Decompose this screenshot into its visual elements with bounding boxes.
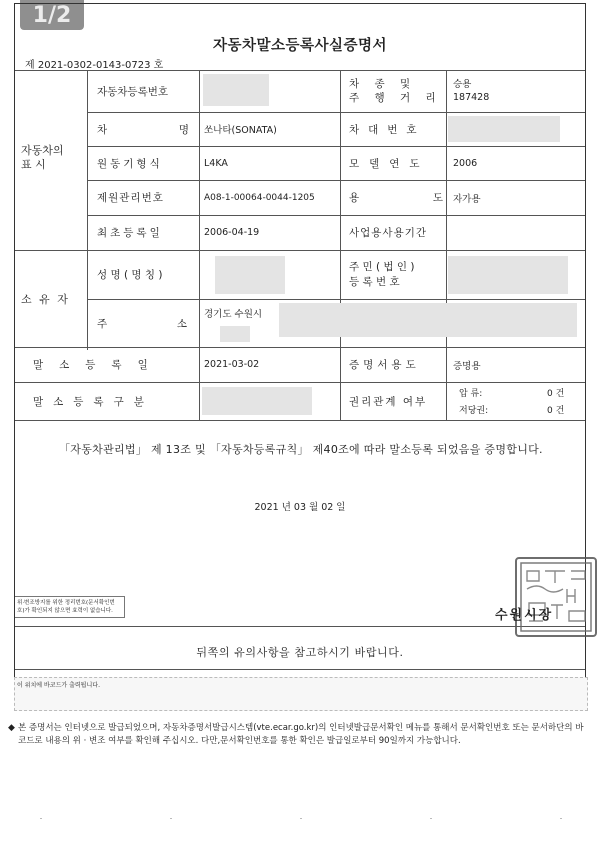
redacted-address-extra <box>220 326 250 342</box>
page-indicator: 1/2 <box>20 0 84 30</box>
document-number: 제 2021-0302-0143-0723 호 <box>25 60 164 71</box>
certificate-use-label: 증명서용도 <box>349 359 420 371</box>
type-mileage-label <box>349 70 443 112</box>
anti-forgery-note: 위·변조방지를 위한 정리번호(문서확인번호)가 확인되지 않으면 효력이 없습니다. <box>15 596 125 618</box>
footer-notice <box>8 722 584 748</box>
registration-number-label: 자동차등록번호 <box>97 85 169 98</box>
model-year-label: 모델연도 <box>349 157 430 170</box>
issue-date: 2021 년 03 월 02 일 <box>254 502 346 513</box>
type-mileage-label-line2: 주 행 거 리 <box>349 92 442 104</box>
col-divider <box>199 70 200 420</box>
first-registration-date-value: 2006-04-19 <box>204 227 260 238</box>
scan-dot <box>40 818 42 819</box>
certification-statement: 「자동차관리법」 제 13조 및 「자동차등록규칙」 제40조에 따라 말소등록 되었음을 증명합니다. <box>59 443 543 456</box>
footer-notice-text: 본 증명서는 인터넷으로 발급되었으며, 자동차증명서발급시스템(vte.ecar.go.kr)의 인터넷발급문서확인 메뉴를 통해서 문서확인번호 또는 문서하단의 바코드로 내용의 위 · 변조 여부를 확인해 주십시오. 다만,문서확인번호를 통한 확인은 발급일로부터 90일까지 가능합니다. <box>18 723 584 746</box>
back-side-notice: 뒤쪽의 유의사항을 참고하시기 바랍니다. <box>196 646 404 659</box>
mortgage-row <box>459 403 579 416</box>
seizure-value: 0 건 <box>547 389 565 399</box>
barcode-area <box>14 677 588 711</box>
first-registration-date-label: 최초등록일 <box>97 227 163 239</box>
scan-dot <box>560 818 562 819</box>
vehicle-section-label <box>21 144 83 172</box>
seal-icon <box>517 559 595 635</box>
notice-divider <box>15 626 585 627</box>
seizure-label: 압 류: <box>459 389 483 399</box>
spec-number-value: A08-1-00064-0044-1205 <box>204 192 315 203</box>
diamond-bullet-icon: ◆ <box>8 723 15 733</box>
engine-type-label: 원동기형식 <box>97 157 163 170</box>
row-divider <box>199 299 585 300</box>
col-divider <box>340 70 341 420</box>
issuer-name: 수원시장 <box>495 608 554 623</box>
resident-number-label-line1: 주 민 ( 법 인 ) <box>349 260 415 273</box>
model-year-value: 2006 <box>453 157 478 169</box>
spec-number-label: 제원관리번호 <box>97 192 164 204</box>
redacted-registration-number <box>203 74 269 106</box>
seizure-row <box>459 386 579 399</box>
cancellation-date-label <box>33 347 193 382</box>
mortgage-label: 저당권: <box>459 406 489 416</box>
mortgage-value: 0 건 <box>547 406 565 416</box>
vehicle-section-label-line1: 자동차의 <box>21 144 64 157</box>
table-bottom-border <box>15 420 585 421</box>
model-name-value: 쏘나타(SONATA) <box>204 125 277 136</box>
rights-relation-label: 권리관계 여부 <box>349 395 428 408</box>
use-label: 용 도 <box>349 192 443 204</box>
official-seal-image <box>515 557 597 637</box>
document-title: 자동차말소등록사실증명서 <box>212 38 388 54</box>
type-mileage-label-line1: 차 종 및 <box>349 78 417 90</box>
engine-type-value: L4KA <box>204 157 228 169</box>
redacted-chassis-number <box>448 116 560 142</box>
vehicle-type-value: 승용 <box>453 79 472 90</box>
col-divider <box>446 70 447 420</box>
mileage-value: 187428 <box>453 92 490 103</box>
scan-dot <box>300 818 302 819</box>
col-divider <box>87 70 88 350</box>
redacted-cancellation-category <box>202 387 312 415</box>
cancellation-category-label: 말소등록구분 <box>33 395 154 408</box>
scan-dot <box>170 818 172 819</box>
redacted-owner-name <box>215 256 285 294</box>
resident-number-label <box>349 250 443 299</box>
use-value: 자가용 <box>453 193 481 205</box>
scan-dot <box>430 818 432 819</box>
certificate-use-value: 증명용 <box>453 360 481 372</box>
cancellation-date-value: 2021-03-02 <box>204 359 260 370</box>
redacted-address-detail <box>279 303 577 337</box>
address-value: 경기도 수원시 <box>204 309 263 320</box>
barcode-placeholder-note: 이 위치에 바코드가 출력됩니다. <box>17 682 100 689</box>
cancellation-date-label-text: 말소등록일 <box>33 359 164 371</box>
chassis-number-label: 차대번호 <box>349 123 426 136</box>
owner-section-label: 소 유 자 <box>21 292 70 306</box>
vehicle-section-label-line2: 표 시 <box>21 158 46 171</box>
owner-name-label: 성 명 ( 명 칭 ) <box>97 269 163 281</box>
notice-divider <box>15 669 585 670</box>
business-use-period-label: 사업용사용기간 <box>349 227 428 239</box>
type-mileage-value <box>453 70 573 112</box>
address-label: 주 소 <box>97 317 187 330</box>
certificate-document <box>14 3 586 711</box>
redacted-resident-number <box>448 256 568 294</box>
model-name-label: 차 명 <box>97 123 189 136</box>
resident-number-label-line2: 등 록 번 호 <box>349 275 400 288</box>
